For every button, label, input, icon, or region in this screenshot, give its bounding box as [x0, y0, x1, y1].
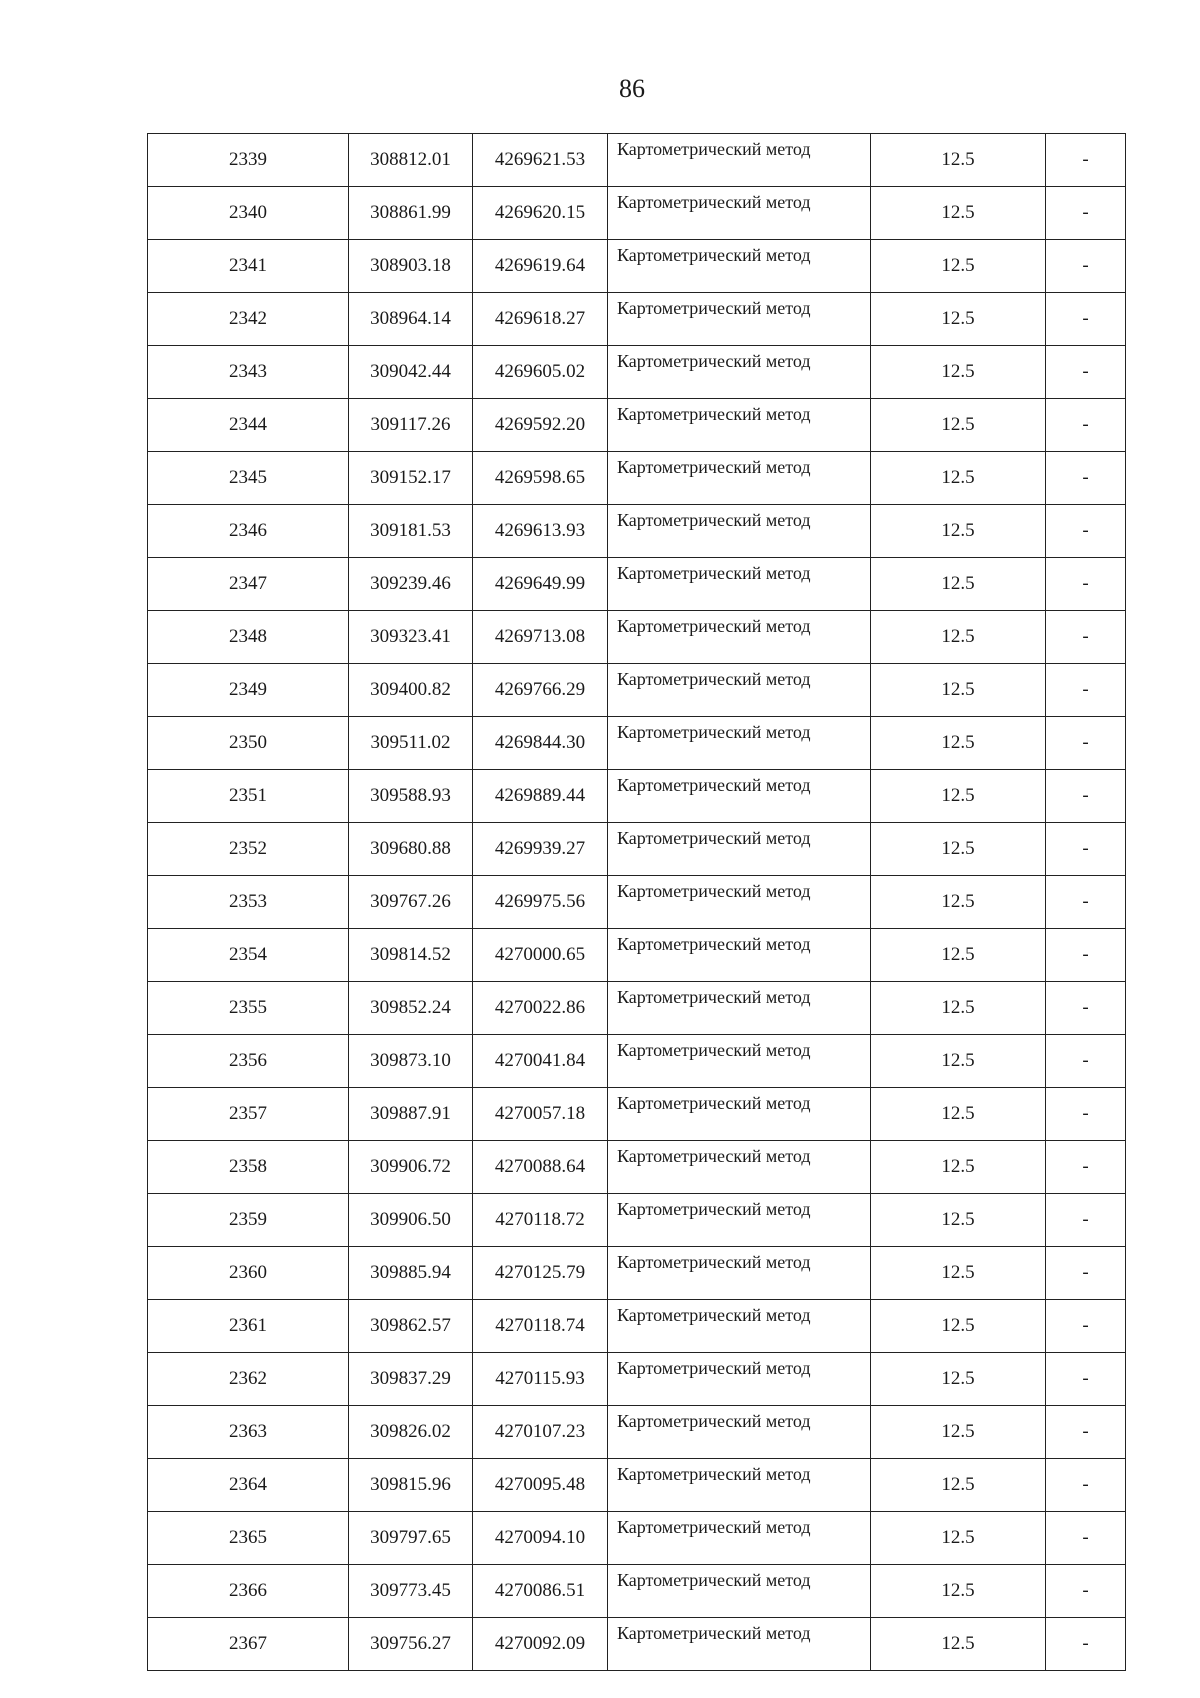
- note-cell: -: [1046, 1247, 1126, 1300]
- point-number-cell: 2357: [148, 1088, 349, 1141]
- method-cell: Картометрический метод: [608, 293, 871, 346]
- method-cell: Картометрический метод: [608, 505, 871, 558]
- point-number-cell: 2359: [148, 1194, 349, 1247]
- method-cell: Картометрический метод: [608, 1618, 871, 1671]
- method-cell: Картометрический метод: [608, 1035, 871, 1088]
- point-number-cell: 2364: [148, 1459, 349, 1512]
- y-coordinate-cell: 4269649.99: [473, 558, 608, 611]
- x-coordinate-cell: 309906.50: [349, 1194, 473, 1247]
- accuracy-cell: 12.5: [871, 1512, 1046, 1565]
- table-row: [148, 558, 1126, 611]
- method-cell: Картометрический метод: [608, 1459, 871, 1512]
- accuracy-cell: 12.5: [871, 823, 1046, 876]
- method-cell: Картометрический метод: [608, 1088, 871, 1141]
- method-cell: Картометрический метод: [608, 1406, 871, 1459]
- point-number-cell: 2344: [148, 399, 349, 452]
- point-number-cell: 2340: [148, 187, 349, 240]
- note-cell: -: [1046, 1088, 1126, 1141]
- x-coordinate-cell: 309815.96: [349, 1459, 473, 1512]
- note-cell: -: [1046, 717, 1126, 770]
- table-row: [148, 1459, 1126, 1512]
- x-coordinate-cell: 309873.10: [349, 1035, 473, 1088]
- table-row: [148, 452, 1126, 505]
- point-number-cell: 2351: [148, 770, 349, 823]
- point-number-cell: 2358: [148, 1141, 349, 1194]
- accuracy-cell: 12.5: [871, 1300, 1046, 1353]
- y-coordinate-cell: 4270022.86: [473, 982, 608, 1035]
- y-coordinate-cell: 4269844.30: [473, 717, 608, 770]
- x-coordinate-cell: 308964.14: [349, 293, 473, 346]
- method-cell: Картометрический метод: [608, 134, 871, 187]
- note-cell: -: [1046, 505, 1126, 558]
- table-row: [148, 346, 1126, 399]
- table-row: [148, 1088, 1126, 1141]
- x-coordinate-cell: 309042.44: [349, 346, 473, 399]
- note-cell: -: [1046, 1353, 1126, 1406]
- y-coordinate-cell: 4269889.44: [473, 770, 608, 823]
- x-coordinate-cell: 309323.41: [349, 611, 473, 664]
- point-number-cell: 2367: [148, 1618, 349, 1671]
- method-cell: Картометрический метод: [608, 1565, 871, 1618]
- note-cell: -: [1046, 770, 1126, 823]
- table-row: [148, 876, 1126, 929]
- method-cell: Картометрический метод: [608, 1194, 871, 1247]
- note-cell: -: [1046, 452, 1126, 505]
- y-coordinate-cell: 4270088.64: [473, 1141, 608, 1194]
- page-number: 86: [619, 74, 645, 103]
- accuracy-cell: 12.5: [871, 134, 1046, 187]
- y-coordinate-cell: 4270125.79: [473, 1247, 608, 1300]
- y-coordinate-cell: 4269620.15: [473, 187, 608, 240]
- point-number-cell: 2354: [148, 929, 349, 982]
- note-cell: -: [1046, 293, 1126, 346]
- note-cell: -: [1046, 1406, 1126, 1459]
- x-coordinate-cell: 308812.01: [349, 134, 473, 187]
- method-cell: Картометрический метод: [608, 664, 871, 717]
- y-coordinate-cell: 4269618.27: [473, 293, 608, 346]
- note-cell: -: [1046, 664, 1126, 717]
- accuracy-cell: 12.5: [871, 1247, 1046, 1300]
- point-number-cell: 2343: [148, 346, 349, 399]
- point-number-cell: 2346: [148, 505, 349, 558]
- point-number-cell: 2341: [148, 240, 349, 293]
- note-cell: -: [1046, 1035, 1126, 1088]
- y-coordinate-cell: 4270000.65: [473, 929, 608, 982]
- x-coordinate-cell: 309181.53: [349, 505, 473, 558]
- y-coordinate-cell: 4270095.48: [473, 1459, 608, 1512]
- note-cell: -: [1046, 1459, 1126, 1512]
- table-row: [148, 187, 1126, 240]
- point-number-cell: 2347: [148, 558, 349, 611]
- y-coordinate-cell: 4269621.53: [473, 134, 608, 187]
- point-number-cell: 2365: [148, 1512, 349, 1565]
- x-coordinate-cell: 309400.82: [349, 664, 473, 717]
- accuracy-cell: 12.5: [871, 1353, 1046, 1406]
- accuracy-cell: 12.5: [871, 982, 1046, 1035]
- x-coordinate-cell: 309152.17: [349, 452, 473, 505]
- x-coordinate-cell: 309773.45: [349, 1565, 473, 1618]
- accuracy-cell: 12.5: [871, 1141, 1046, 1194]
- accuracy-cell: 12.5: [871, 611, 1046, 664]
- table-row: [148, 1618, 1126, 1671]
- y-coordinate-cell: 4269975.56: [473, 876, 608, 929]
- method-cell: Картометрический метод: [608, 399, 871, 452]
- table-row: [148, 982, 1126, 1035]
- point-number-cell: 2345: [148, 452, 349, 505]
- x-coordinate-cell: 309906.72: [349, 1141, 473, 1194]
- note-cell: -: [1046, 240, 1126, 293]
- y-coordinate-cell: 4270118.72: [473, 1194, 608, 1247]
- x-coordinate-cell: 309756.27: [349, 1618, 473, 1671]
- y-coordinate-cell: 4270086.51: [473, 1565, 608, 1618]
- note-cell: -: [1046, 1618, 1126, 1671]
- point-number-cell: 2350: [148, 717, 349, 770]
- accuracy-cell: 12.5: [871, 346, 1046, 399]
- y-coordinate-cell: 4269598.65: [473, 452, 608, 505]
- x-coordinate-cell: 309852.24: [349, 982, 473, 1035]
- x-coordinate-cell: 309814.52: [349, 929, 473, 982]
- y-coordinate-cell: 4269766.29: [473, 664, 608, 717]
- x-coordinate-cell: 309837.29: [349, 1353, 473, 1406]
- method-cell: Картометрический метод: [608, 558, 871, 611]
- method-cell: Картометрический метод: [608, 1512, 871, 1565]
- y-coordinate-cell: 4269939.27: [473, 823, 608, 876]
- table-row: [148, 1406, 1126, 1459]
- method-cell: Картометрический метод: [608, 1247, 871, 1300]
- x-coordinate-cell: 309797.65: [349, 1512, 473, 1565]
- method-cell: Картометрический метод: [608, 611, 871, 664]
- accuracy-cell: 12.5: [871, 1406, 1046, 1459]
- method-cell: Картометрический метод: [608, 452, 871, 505]
- note-cell: -: [1046, 187, 1126, 240]
- table-row: [148, 1247, 1126, 1300]
- x-coordinate-cell: 309887.91: [349, 1088, 473, 1141]
- y-coordinate-cell: 4269619.64: [473, 240, 608, 293]
- note-cell: -: [1046, 982, 1126, 1035]
- x-coordinate-cell: 308903.18: [349, 240, 473, 293]
- table-row: [148, 293, 1126, 346]
- point-number-cell: 2348: [148, 611, 349, 664]
- note-cell: -: [1046, 1141, 1126, 1194]
- method-cell: Картометрический метод: [608, 876, 871, 929]
- x-coordinate-cell: 309239.46: [349, 558, 473, 611]
- accuracy-cell: 12.5: [871, 717, 1046, 770]
- note-cell: -: [1046, 1512, 1126, 1565]
- table-row: [148, 1300, 1126, 1353]
- note-cell: -: [1046, 399, 1126, 452]
- y-coordinate-cell: 4270118.74: [473, 1300, 608, 1353]
- point-number-cell: 2349: [148, 664, 349, 717]
- method-cell: Картометрический метод: [608, 982, 871, 1035]
- table-row: [148, 1512, 1126, 1565]
- y-coordinate-cell: 4270057.18: [473, 1088, 608, 1141]
- x-coordinate-cell: 309588.93: [349, 770, 473, 823]
- table-row: [148, 1194, 1126, 1247]
- y-coordinate-cell: 4270041.84: [473, 1035, 608, 1088]
- note-cell: -: [1046, 611, 1126, 664]
- table-row: [148, 823, 1126, 876]
- accuracy-cell: 12.5: [871, 1088, 1046, 1141]
- table-row: [148, 1565, 1126, 1618]
- accuracy-cell: 12.5: [871, 929, 1046, 982]
- table-row: [148, 1353, 1126, 1406]
- x-coordinate-cell: 309885.94: [349, 1247, 473, 1300]
- accuracy-cell: 12.5: [871, 876, 1046, 929]
- x-coordinate-cell: 309680.88: [349, 823, 473, 876]
- point-number-cell: 2362: [148, 1353, 349, 1406]
- method-cell: Картометрический метод: [608, 717, 871, 770]
- table-row: [148, 1141, 1126, 1194]
- note-cell: -: [1046, 346, 1126, 399]
- method-cell: Картометрический метод: [608, 1300, 871, 1353]
- table-row: [148, 770, 1126, 823]
- table-row: [148, 717, 1126, 770]
- method-cell: Картометрический метод: [608, 1353, 871, 1406]
- table-row: [148, 664, 1126, 717]
- note-cell: -: [1046, 1565, 1126, 1618]
- accuracy-cell: 12.5: [871, 505, 1046, 558]
- coordinates-table: [147, 133, 1126, 1671]
- note-cell: -: [1046, 558, 1126, 611]
- accuracy-cell: 12.5: [871, 1035, 1046, 1088]
- accuracy-cell: 12.5: [871, 187, 1046, 240]
- point-number-cell: 2356: [148, 1035, 349, 1088]
- y-coordinate-cell: 4270094.10: [473, 1512, 608, 1565]
- accuracy-cell: 12.5: [871, 558, 1046, 611]
- x-coordinate-cell: 309826.02: [349, 1406, 473, 1459]
- method-cell: Картометрический метод: [608, 929, 871, 982]
- x-coordinate-cell: 308861.99: [349, 187, 473, 240]
- x-coordinate-cell: 309767.26: [349, 876, 473, 929]
- point-number-cell: 2352: [148, 823, 349, 876]
- method-cell: Картометрический метод: [608, 187, 871, 240]
- table-row: [148, 1035, 1126, 1088]
- y-coordinate-cell: 4269605.02: [473, 346, 608, 399]
- y-coordinate-cell: 4270107.23: [473, 1406, 608, 1459]
- accuracy-cell: 12.5: [871, 240, 1046, 293]
- y-coordinate-cell: 4269592.20: [473, 399, 608, 452]
- method-cell: Картометрический метод: [608, 770, 871, 823]
- coordinates-table-body: [148, 134, 1126, 1671]
- method-cell: Картометрический метод: [608, 823, 871, 876]
- x-coordinate-cell: 309117.26: [349, 399, 473, 452]
- accuracy-cell: 12.5: [871, 1194, 1046, 1247]
- table-row: [148, 505, 1126, 558]
- y-coordinate-cell: 4270092.09: [473, 1618, 608, 1671]
- note-cell: -: [1046, 823, 1126, 876]
- table-row: [148, 134, 1126, 187]
- accuracy-cell: 12.5: [871, 399, 1046, 452]
- y-coordinate-cell: 4269613.93: [473, 505, 608, 558]
- point-number-cell: 2353: [148, 876, 349, 929]
- note-cell: -: [1046, 876, 1126, 929]
- accuracy-cell: 12.5: [871, 1459, 1046, 1512]
- accuracy-cell: 12.5: [871, 293, 1046, 346]
- accuracy-cell: 12.5: [871, 452, 1046, 505]
- y-coordinate-cell: 4269713.08: [473, 611, 608, 664]
- point-number-cell: 2355: [148, 982, 349, 1035]
- point-number-cell: 2366: [148, 1565, 349, 1618]
- point-number-cell: 2360: [148, 1247, 349, 1300]
- method-cell: Картометрический метод: [608, 346, 871, 399]
- x-coordinate-cell: 309511.02: [349, 717, 473, 770]
- note-cell: -: [1046, 1300, 1126, 1353]
- accuracy-cell: 12.5: [871, 770, 1046, 823]
- point-number-cell: 2363: [148, 1406, 349, 1459]
- table-row: [148, 240, 1126, 293]
- note-cell: -: [1046, 134, 1126, 187]
- note-cell: -: [1046, 929, 1126, 982]
- table-row: [148, 929, 1126, 982]
- note-cell: -: [1046, 1194, 1126, 1247]
- x-coordinate-cell: 309862.57: [349, 1300, 473, 1353]
- accuracy-cell: 12.5: [871, 664, 1046, 717]
- point-number-cell: 2339: [148, 134, 349, 187]
- point-number-cell: 2361: [148, 1300, 349, 1353]
- y-coordinate-cell: 4270115.93: [473, 1353, 608, 1406]
- table-row: [148, 399, 1126, 452]
- accuracy-cell: 12.5: [871, 1565, 1046, 1618]
- method-cell: Картометрический метод: [608, 240, 871, 293]
- table-row: [148, 611, 1126, 664]
- accuracy-cell: 12.5: [871, 1618, 1046, 1671]
- point-number-cell: 2342: [148, 293, 349, 346]
- method-cell: Картометрический метод: [608, 1141, 871, 1194]
